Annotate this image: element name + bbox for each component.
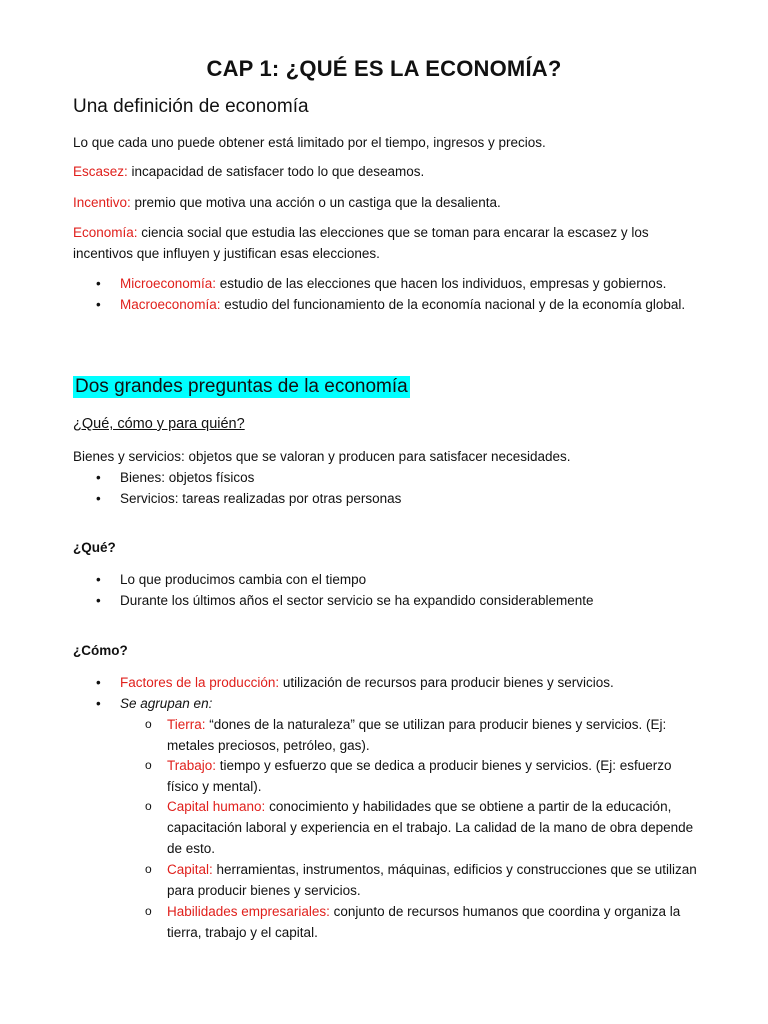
list-item-servicios — [96, 488, 696, 509]
habilidades-text: conjunto de recursos humanos que coordina y organiza la tierra, trabajo y el capital. — [167, 904, 681, 940]
trabajo-term: Trabajo: — [167, 758, 217, 773]
bullet-icon: • — [96, 276, 101, 291]
macroeconomia-term: Macroeconomía: — [120, 297, 221, 312]
incentivo-text: premio que motiva una acción o un castiga que la desalienta. — [130, 195, 501, 210]
economia-definition — [73, 222, 693, 264]
tierra-text: “dones de la naturaleza” que se utilizan para producir bienes y servicios. (Ej: metales preciosos, petróleo, gas). — [167, 717, 667, 753]
bullet-icon: • — [96, 593, 101, 608]
que-text-1: Lo que producimos cambia con el tiempo — [120, 572, 367, 587]
macroeconomia-text: estudio del funcionamiento de la economía nacional y de la economía global. — [220, 297, 686, 312]
agrupan-text: Se agrupan en: — [120, 696, 213, 711]
bullet-icon: • — [96, 297, 101, 312]
sub-item-capital-humano — [145, 796, 700, 859]
capital-humano-term: Capital humano: — [167, 799, 266, 814]
que-heading: ¿Qué? — [73, 540, 116, 555]
bullet-icon: • — [96, 696, 101, 711]
escasez-term: Escasez: — [73, 164, 128, 179]
bullet-icon: • — [96, 491, 101, 506]
hollow-circle-icon: o — [145, 758, 152, 772]
section-heading-preguntas: Dos grandes preguntas de la economía — [75, 376, 408, 397]
hollow-circle-icon: o — [145, 717, 152, 731]
hollow-circle-icon: o — [145, 904, 152, 918]
economia-text: ciencia social que estudia las elecciones que se toman para encarar la escasez y los incentivos que influyen y justifican esas elecciones. — [73, 225, 649, 261]
bienes-text: Bienes: objetos físicos — [120, 470, 255, 485]
sub-item-habilidades — [145, 901, 700, 943]
factores-term: Factores de la producción: — [120, 675, 280, 690]
sub-item-tierra — [145, 714, 700, 756]
economia-term: Economía: — [73, 225, 138, 240]
hollow-circle-icon: o — [145, 799, 152, 813]
list-item-bienes — [96, 467, 696, 488]
tierra-term: Tierra: — [167, 717, 206, 732]
list-item-macroeconomia — [96, 294, 696, 315]
incentivo-definition — [73, 192, 693, 213]
como-heading: ¿Cómo? — [73, 643, 128, 658]
bullet-icon: • — [96, 675, 101, 690]
hollow-circle-icon: o — [145, 862, 152, 876]
microeconomia-text: estudio de las elecciones que hacen los individuos, empresas y gobiernos. — [216, 276, 667, 291]
microeconomia-term: Microeconomía: — [120, 276, 217, 291]
incentivo-term: Incentivo: — [73, 195, 131, 210]
list-item-que-2 — [96, 590, 696, 611]
subheading-que-como-quien: ¿Qué, cómo y para quién? — [73, 416, 245, 432]
escasez-text: incapacidad de satisfacer todo lo que deseamos. — [127, 164, 425, 179]
capital-humano-text: conocimiento y habilidades que se obtiene a partir de la educación, capacitación laboral y experiencia en el trabajo. La calidad de la mano de obra depende de esto. — [167, 799, 694, 856]
capital-text: herramientas, instrumentos, máquinas, edificios y construcciones que se utilizan para producir bienes y servicios. — [167, 862, 697, 898]
section-heading-definicion: Una definición de economía — [73, 96, 309, 117]
servicios-text: Servicios: tareas realizadas por otras personas — [120, 491, 402, 506]
sub-item-trabajo — [145, 755, 700, 797]
trabajo-text: tiempo y esfuerzo que se dedica a producir bienes y servicios. (Ej: esfuerzo físico y mental). — [167, 758, 672, 794]
page-title: CAP 1: ¿QUÉ ES LA ECONOMÍA? — [206, 56, 562, 81]
capital-term: Capital: — [167, 862, 213, 877]
habilidades-term: Habilidades empresariales: — [167, 904, 330, 919]
list-item-microeconomia — [96, 273, 696, 294]
intro-paragraph: Lo que cada uno puede obtener está limitado por el tiempo, ingresos y precios. — [73, 135, 546, 150]
list-item-factores — [96, 672, 696, 693]
sub-item-capital — [145, 859, 700, 901]
list-item-agrupan — [96, 693, 696, 714]
bullet-icon: • — [96, 470, 101, 485]
bienes-servicios-paragraph: Bienes y servicios: objetos que se valoran y producen para satisfacer necesidades. — [73, 449, 571, 464]
que-text-2: Durante los últimos años el sector servicio se ha expandido considerablemente — [120, 593, 594, 608]
bullet-icon: • — [96, 572, 101, 587]
list-item-que-1 — [96, 569, 696, 590]
escasez-definition — [73, 161, 693, 182]
factores-text: utilización de recursos para producir bienes y servicios. — [279, 675, 614, 690]
